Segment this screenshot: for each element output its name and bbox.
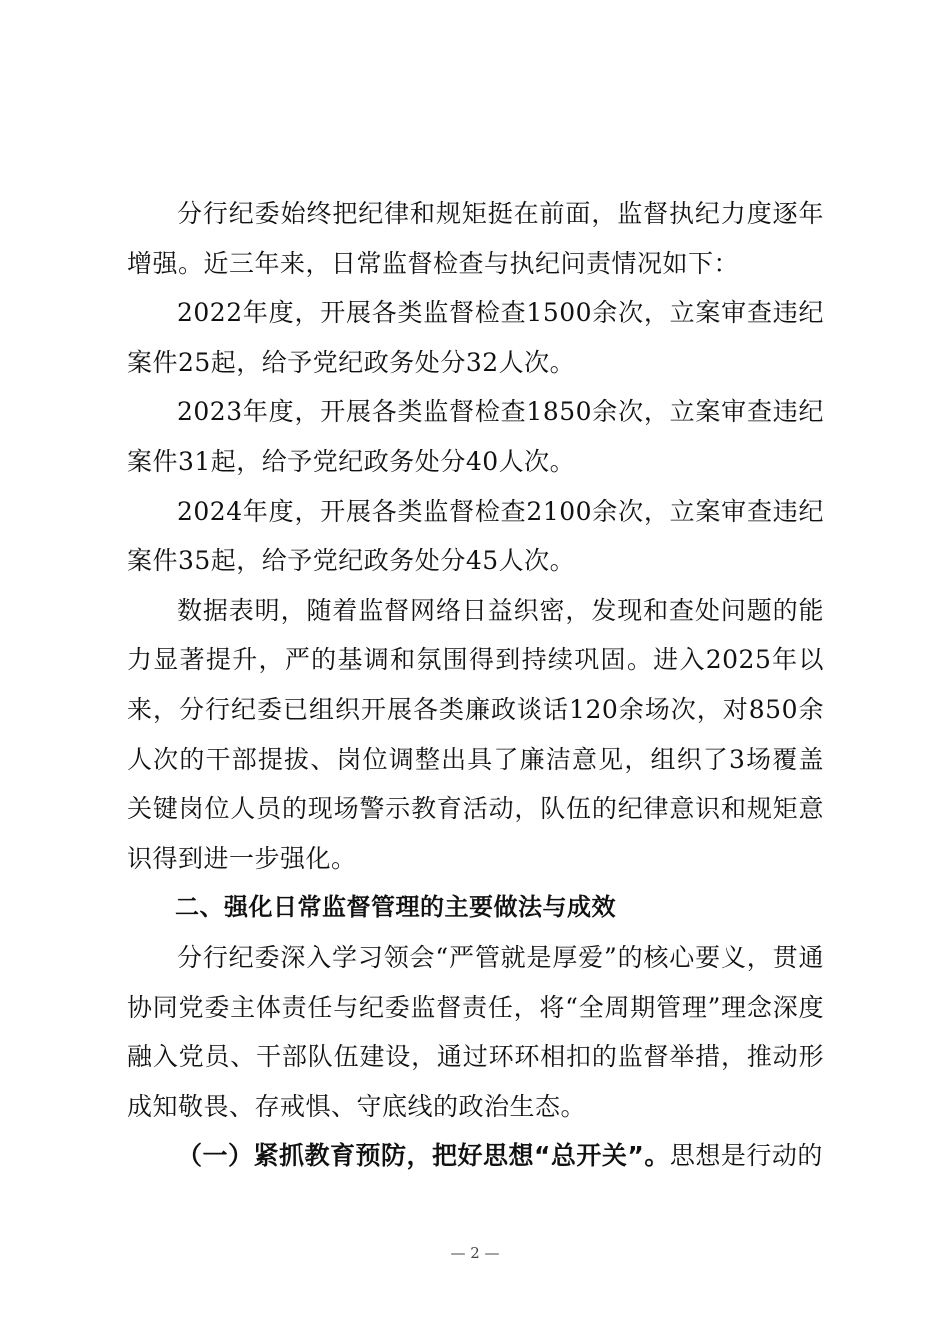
section-heading-2: 二、强化日常监督管理的主要做法与成效 — [175, 893, 616, 922]
paragraph-year-2023: 2023年度，开展各类监督检查1850余次，立案审查违纪案件31起，给予党纪政务处分40人次。 — [127, 397, 824, 476]
paragraph-section-intro: 分行纪委深入学习领会“严管就是厚爱”的核心要义，贯通协同党委主体责任与纪委监督责任，将“全周期管理”理念深度融入党员、干部队伍建设，通过环环相扣的监督举措，推动形成知敬畏、存戒惧、守底线的政治生态。 — [127, 942, 824, 1121]
paragraph-data-analysis: 数据表明，随着监督网络日益织密，发现和查处问题的能力显著提升，严的基调和氛围得到持续巩固。进入2025年以来，分行纪委已组织开展各类廉政谈话120余场次，对850余人次的干部提拔、岗位调整出具了廉洁意见，组织了3场覆盖关键岗位人员的现场警示教育活动，队伍的纪律意识和规矩意识得到进一步强化。 — [127, 595, 824, 873]
paragraph-discipline-overview: 分行纪委始终把纪律和规矩挺在前面，监督执纪力度逐年增强。近三年来，日常监督检查与执纪问责情况如下： — [127, 199, 824, 278]
paragraph-subsection-1 — [127, 1131, 824, 1181]
paragraph-year-2022: 2022年度，开展各类监督检查1500余次，立案审查违纪案件25起，给予党纪政务处分32人次。 — [127, 298, 824, 377]
subsection-1-text: 思想是行动的 — [669, 1141, 823, 1171]
subsection-1-heading: （一）紧抓教育预防，把好思想“总开关”。 — [177, 1141, 670, 1171]
page-number: — 2 — — [450, 1244, 500, 1262]
document-body — [127, 189, 824, 1181]
paragraph-year-2024: 2024年度，开展各类监督检查2100余次，立案审查违纪案件35起，给予党纪政务处分45人次。 — [127, 496, 824, 576]
